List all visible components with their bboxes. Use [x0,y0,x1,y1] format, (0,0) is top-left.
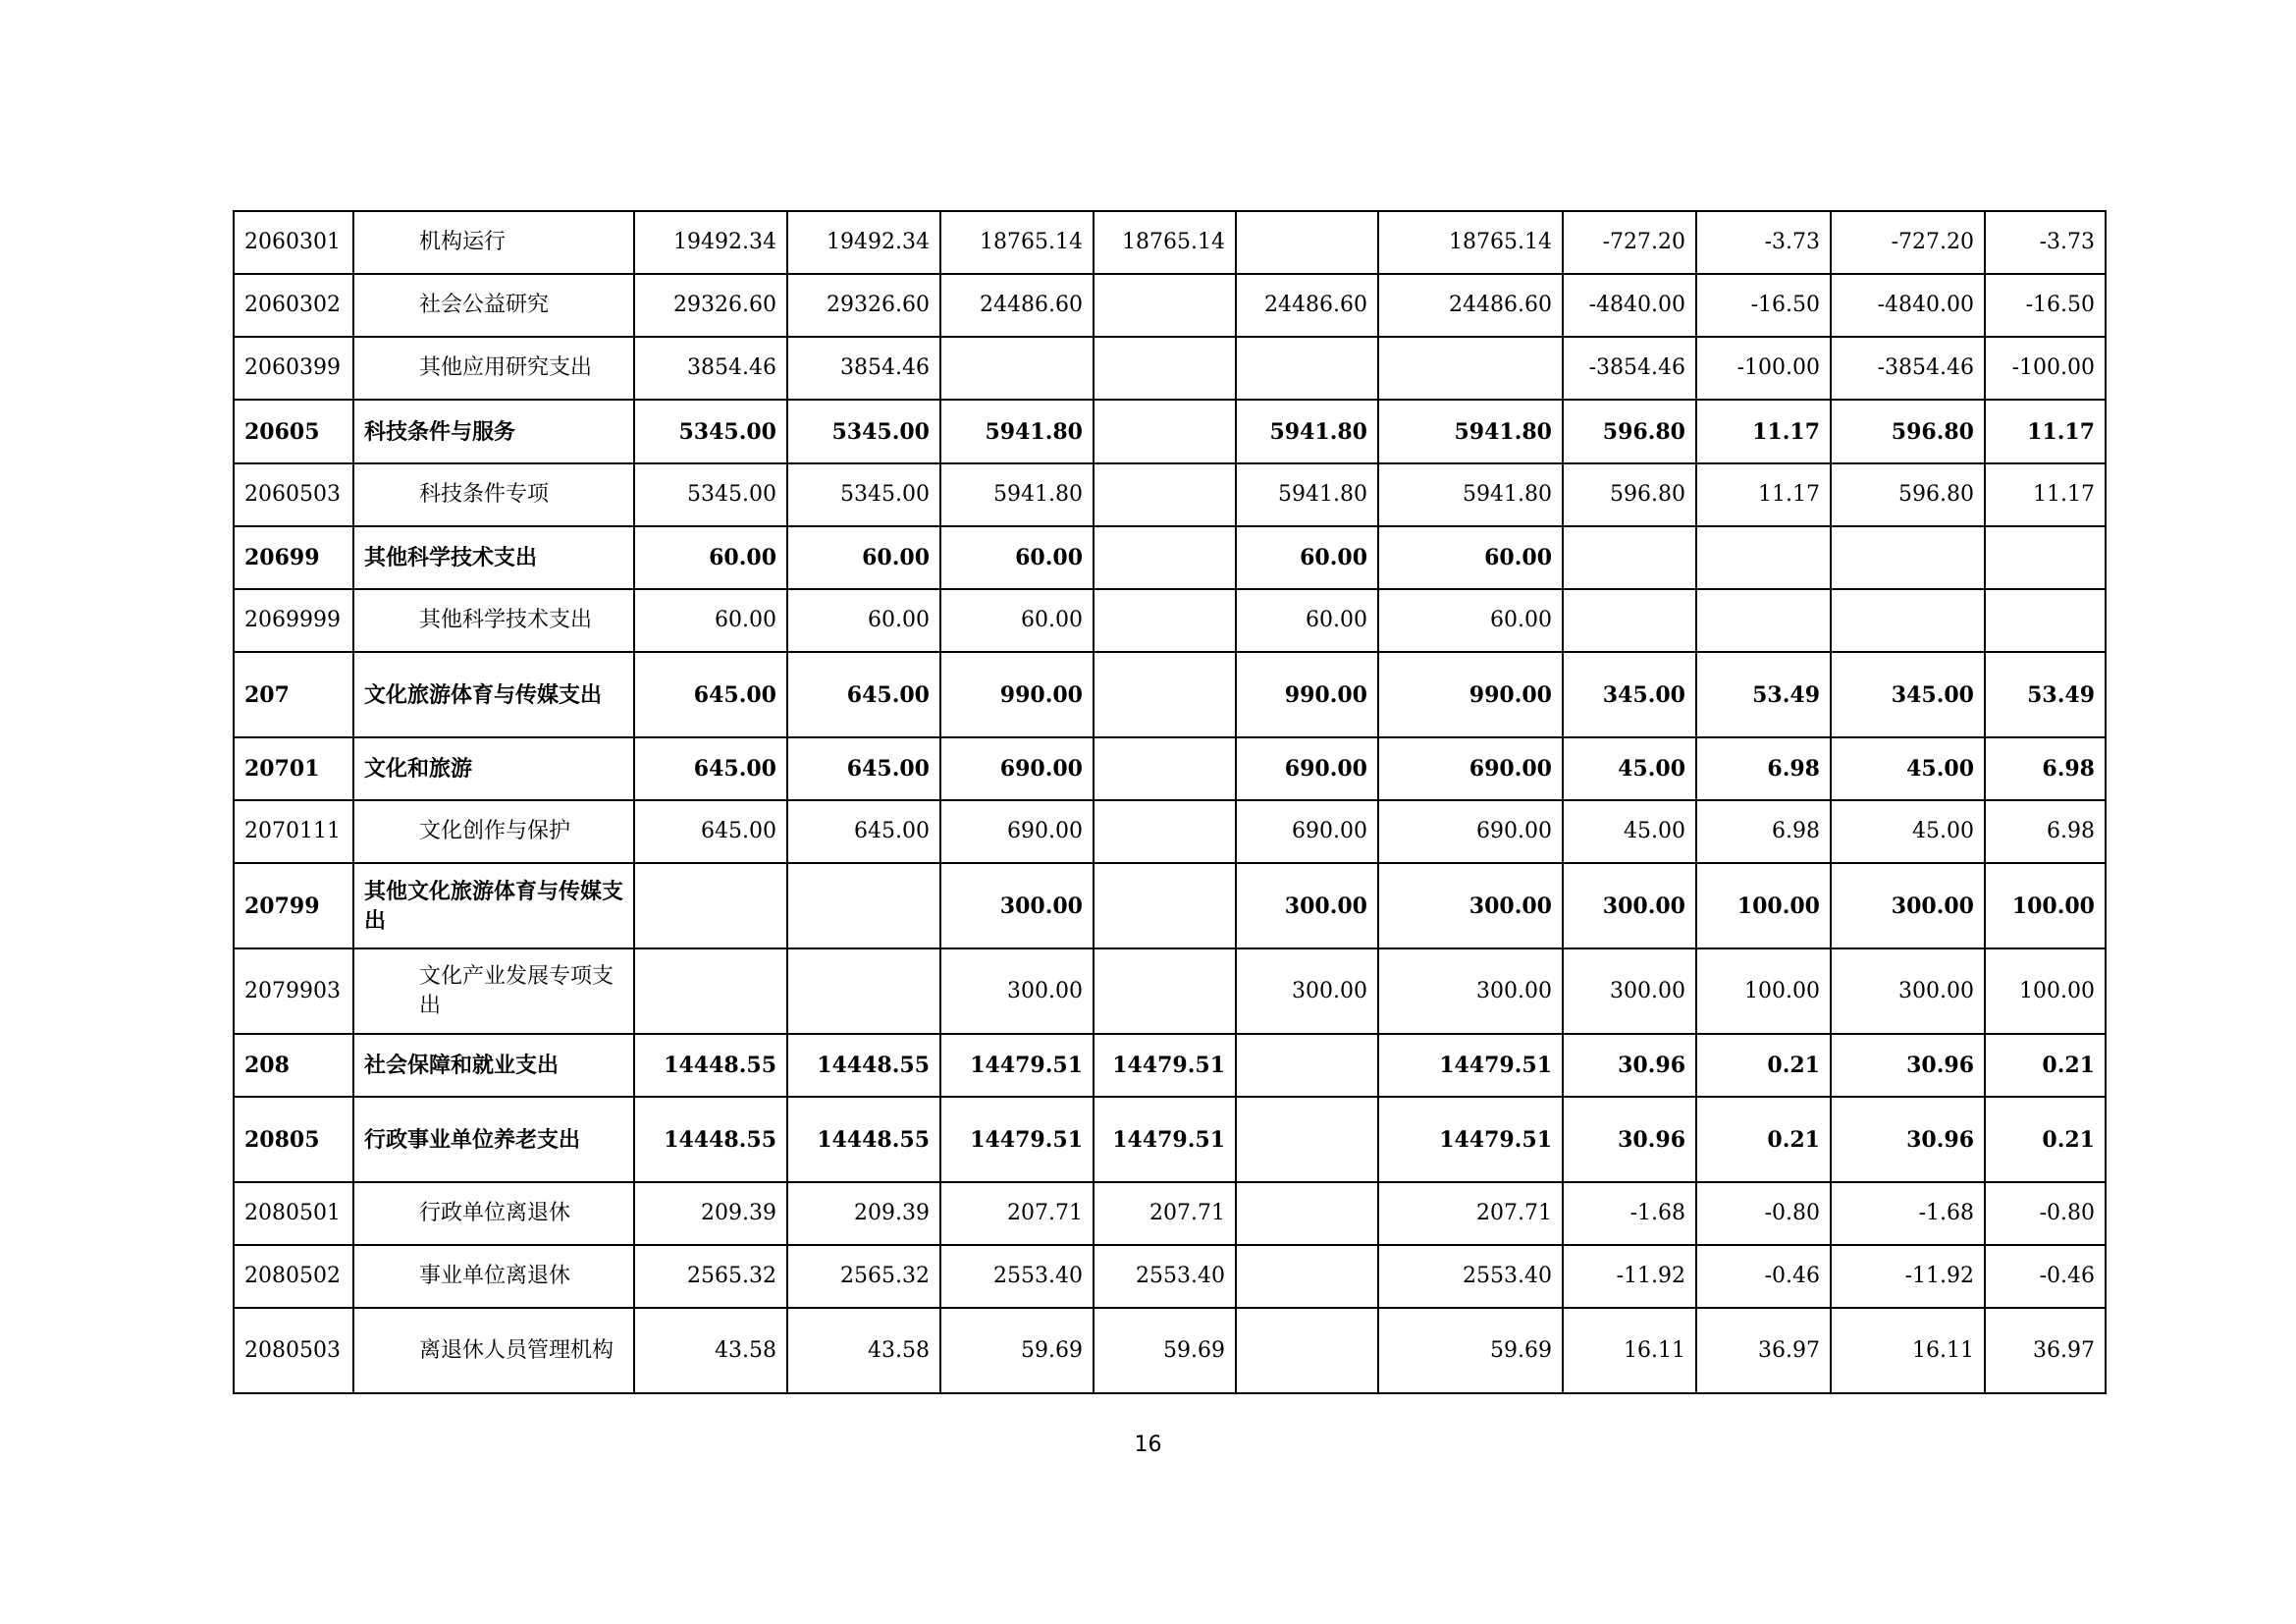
table-row [234,274,2106,337]
row-value-col-4: 18765.14 [1094,211,1236,274]
row-value-col-5: 300.00 [1236,948,1378,1034]
row-value-col-10: 100.00 [1985,948,2106,1034]
row-value-col-6: 14479.51 [1378,1097,1563,1182]
row-value-col-8: 11.17 [1696,463,1831,526]
row-value-col-3: 14479.51 [940,1097,1094,1182]
row-value-col-10 [1985,589,2106,652]
row-value-col-10: 6.98 [1985,737,2106,800]
table-row [234,1182,2106,1245]
row-value-col-4 [1094,652,1236,737]
row-value-col-6: 690.00 [1378,800,1563,863]
row-name: 离退休人员管理机构 [353,1308,634,1393]
row-value-col-4: 14479.51 [1094,1034,1236,1097]
row-value-col-7: -4840.00 [1563,274,1696,337]
table-row [234,800,2106,863]
row-value-col-9: -1.68 [1831,1182,1985,1245]
row-value-col-6: 60.00 [1378,526,1563,589]
row-value-col-9: 30.96 [1831,1034,1985,1097]
budget-table [233,210,2107,1394]
row-value-col-5: 990.00 [1236,652,1378,737]
row-value-col-1: 19492.34 [634,211,787,274]
row-value-col-8: 0.21 [1696,1034,1831,1097]
row-value-col-2: 209.39 [787,1182,940,1245]
row-value-col-5 [1236,1097,1378,1182]
row-value-col-6: 690.00 [1378,737,1563,800]
row-value-col-9: 300.00 [1831,948,1985,1034]
table-row [234,948,2106,1034]
row-value-col-5: 690.00 [1236,800,1378,863]
row-value-col-2: 14448.55 [787,1034,940,1097]
row-value-col-7: 300.00 [1563,948,1696,1034]
row-value-col-10: 0.21 [1985,1097,2106,1182]
row-value-col-3: 60.00 [940,526,1094,589]
row-value-col-3: 14479.51 [940,1034,1094,1097]
row-value-col-2: 19492.34 [787,211,940,274]
row-name: 科技条件专项 [353,463,634,526]
row-name: 其他应用研究支出 [353,337,634,400]
table-row [234,463,2106,526]
row-value-col-4: 207.71 [1094,1182,1236,1245]
row-value-col-1: 60.00 [634,526,787,589]
row-value-col-3 [940,337,1094,400]
row-value-col-7 [1563,526,1696,589]
row-value-col-2: 5345.00 [787,400,940,463]
row-code: 2080501 [234,1182,353,1245]
table-row [234,1245,2106,1308]
row-value-col-3: 2553.40 [940,1245,1094,1308]
row-value-col-5: 60.00 [1236,589,1378,652]
row-value-col-10: 36.97 [1985,1308,2106,1393]
row-value-col-10: -16.50 [1985,274,2106,337]
row-value-col-7: 300.00 [1563,863,1696,948]
row-value-col-1: 5345.00 [634,463,787,526]
row-value-col-1: 14448.55 [634,1034,787,1097]
row-value-col-10: 11.17 [1985,400,2106,463]
row-value-col-9: 16.11 [1831,1308,1985,1393]
row-value-col-5: 60.00 [1236,526,1378,589]
row-code: 2080502 [234,1245,353,1308]
row-value-col-8: 36.97 [1696,1308,1831,1393]
row-value-col-10: -0.46 [1985,1245,2106,1308]
row-value-col-1: 2565.32 [634,1245,787,1308]
row-value-col-5: 24486.60 [1236,274,1378,337]
row-value-col-9: 300.00 [1831,863,1985,948]
row-value-col-2: 2565.32 [787,1245,940,1308]
row-code: 20805 [234,1097,353,1182]
row-value-col-7: -1.68 [1563,1182,1696,1245]
row-value-col-6: 14479.51 [1378,1034,1563,1097]
row-value-col-2: 60.00 [787,589,940,652]
row-value-col-8: 11.17 [1696,400,1831,463]
row-value-col-6: 24486.60 [1378,274,1563,337]
table-row [234,863,2106,948]
row-code: 2079903 [234,948,353,1034]
row-value-col-1: 645.00 [634,737,787,800]
row-value-col-5 [1236,1182,1378,1245]
table-row [234,211,2106,274]
row-value-col-2: 645.00 [787,652,940,737]
row-code: 2080503 [234,1308,353,1393]
row-value-col-5 [1236,337,1378,400]
row-value-col-4: 59.69 [1094,1308,1236,1393]
row-value-col-6 [1378,337,1563,400]
row-value-col-7: 596.80 [1563,400,1696,463]
row-value-col-6: 18765.14 [1378,211,1563,274]
row-value-col-9: -3854.46 [1831,337,1985,400]
row-value-col-8 [1696,526,1831,589]
row-value-col-4 [1094,400,1236,463]
row-value-col-4 [1094,948,1236,1034]
table-row [234,589,2106,652]
row-value-col-3: 60.00 [940,589,1094,652]
table-row [234,737,2106,800]
row-value-col-9: -11.92 [1831,1245,1985,1308]
row-code: 207 [234,652,353,737]
row-value-col-4 [1094,863,1236,948]
row-value-col-7: -11.92 [1563,1245,1696,1308]
row-value-col-2: 645.00 [787,800,940,863]
row-name: 文化创作与保护 [353,800,634,863]
row-value-col-8: 0.21 [1696,1097,1831,1182]
row-name: 科技条件与服务 [353,400,634,463]
row-code: 2060503 [234,463,353,526]
row-value-col-8: 6.98 [1696,800,1831,863]
row-value-col-9: 30.96 [1831,1097,1985,1182]
row-value-col-3: 207.71 [940,1182,1094,1245]
row-value-col-9: 596.80 [1831,400,1985,463]
row-value-col-8: -0.80 [1696,1182,1831,1245]
row-value-col-2: 14448.55 [787,1097,940,1182]
table-row [234,1034,2106,1097]
row-value-col-3: 690.00 [940,800,1094,863]
table-row [234,652,2106,737]
row-value-col-9: -727.20 [1831,211,1985,274]
row-value-col-10 [1985,526,2106,589]
row-name: 社会公益研究 [353,274,634,337]
row-value-col-8 [1696,589,1831,652]
row-name: 行政事业单位养老支出 [353,1097,634,1182]
table-row [234,1097,2106,1182]
row-code: 20701 [234,737,353,800]
row-value-col-2 [787,863,940,948]
row-value-col-1: 5345.00 [634,400,787,463]
row-value-col-6: 5941.80 [1378,463,1563,526]
row-value-col-4: 14479.51 [1094,1097,1236,1182]
row-value-col-2: 645.00 [787,737,940,800]
row-name: 事业单位离退休 [353,1245,634,1308]
row-value-col-6: 2553.40 [1378,1245,1563,1308]
row-name: 文化和旅游 [353,737,634,800]
row-value-col-1: 645.00 [634,800,787,863]
row-value-col-2: 60.00 [787,526,940,589]
row-value-col-10: 0.21 [1985,1034,2106,1097]
row-value-col-7: -3854.46 [1563,337,1696,400]
row-value-col-3: 300.00 [940,948,1094,1034]
row-value-col-8: 100.00 [1696,863,1831,948]
row-name: 行政单位离退休 [353,1182,634,1245]
row-value-col-8: 6.98 [1696,737,1831,800]
row-value-col-6: 990.00 [1378,652,1563,737]
row-value-col-7: 45.00 [1563,737,1696,800]
row-code: 2060301 [234,211,353,274]
row-value-col-1 [634,863,787,948]
row-value-col-10: -0.80 [1985,1182,2106,1245]
row-value-col-10: -3.73 [1985,211,2106,274]
row-value-col-3: 690.00 [940,737,1094,800]
row-value-col-5 [1236,1034,1378,1097]
row-value-col-10: 6.98 [1985,800,2106,863]
row-code: 20605 [234,400,353,463]
row-value-col-5 [1236,211,1378,274]
row-value-col-9: 45.00 [1831,737,1985,800]
row-value-col-7 [1563,589,1696,652]
row-value-col-1: 3854.46 [634,337,787,400]
row-code: 20699 [234,526,353,589]
row-name: 社会保障和就业支出 [353,1034,634,1097]
row-value-col-7: 30.96 [1563,1097,1696,1182]
row-value-col-8: -3.73 [1696,211,1831,274]
row-code: 2070111 [234,800,353,863]
row-value-col-6: 5941.80 [1378,400,1563,463]
row-value-col-8: 53.49 [1696,652,1831,737]
row-value-col-3: 300.00 [940,863,1094,948]
row-value-col-8: -100.00 [1696,337,1831,400]
row-value-col-3: 990.00 [940,652,1094,737]
row-value-col-6: 207.71 [1378,1182,1563,1245]
table-body [234,211,2106,1393]
row-value-col-2: 3854.46 [787,337,940,400]
row-value-col-6: 300.00 [1378,863,1563,948]
row-value-col-1: 209.39 [634,1182,787,1245]
row-value-col-10: 100.00 [1985,863,2106,948]
row-value-col-1: 43.58 [634,1308,787,1393]
row-value-col-1 [634,948,787,1034]
row-value-col-5 [1236,1245,1378,1308]
row-value-col-5: 5941.80 [1236,400,1378,463]
row-name: 文化旅游体育与传媒支出 [353,652,634,737]
row-value-col-8: 100.00 [1696,948,1831,1034]
page-number: 16 [1134,1433,1162,1457]
row-value-col-2 [787,948,940,1034]
table-row [234,526,2106,589]
row-value-col-3: 5941.80 [940,400,1094,463]
row-value-col-6: 59.69 [1378,1308,1563,1393]
row-name: 文化产业发展专项支出 [353,948,634,1034]
row-value-col-4 [1094,274,1236,337]
row-value-col-3: 18765.14 [940,211,1094,274]
row-value-col-4 [1094,737,1236,800]
row-value-col-8: -16.50 [1696,274,1831,337]
row-value-col-7: 45.00 [1563,800,1696,863]
row-value-col-6: 300.00 [1378,948,1563,1034]
row-value-col-9 [1831,526,1985,589]
row-value-col-7: 16.11 [1563,1308,1696,1393]
row-value-col-9: 45.00 [1831,800,1985,863]
row-value-col-4 [1094,463,1236,526]
row-value-col-5: 5941.80 [1236,463,1378,526]
row-value-col-4 [1094,800,1236,863]
row-value-col-4 [1094,526,1236,589]
table-row [234,400,2106,463]
row-name: 机构运行 [353,211,634,274]
row-value-col-9 [1831,589,1985,652]
row-value-col-4: 2553.40 [1094,1245,1236,1308]
row-value-col-1: 14448.55 [634,1097,787,1182]
row-value-col-3: 59.69 [940,1308,1094,1393]
row-name: 其他文化旅游体育与传媒支出 [353,863,634,948]
row-value-col-7: 596.80 [1563,463,1696,526]
row-value-col-3: 24486.60 [940,274,1094,337]
row-value-col-10: -100.00 [1985,337,2106,400]
table-row [234,337,2106,400]
row-value-col-5: 690.00 [1236,737,1378,800]
row-code: 2060399 [234,337,353,400]
row-value-col-4 [1094,589,1236,652]
row-name: 其他科学技术支出 [353,589,634,652]
row-value-col-6: 60.00 [1378,589,1563,652]
row-value-col-7: -727.20 [1563,211,1696,274]
row-value-col-3: 5941.80 [940,463,1094,526]
row-value-col-2: 43.58 [787,1308,940,1393]
row-value-col-9: 345.00 [1831,652,1985,737]
row-value-col-1: 29326.60 [634,274,787,337]
row-name: 其他科学技术支出 [353,526,634,589]
table-row [234,1308,2106,1393]
row-value-col-9: 596.80 [1831,463,1985,526]
row-value-col-1: 645.00 [634,652,787,737]
row-value-col-10: 11.17 [1985,463,2106,526]
row-code: 20799 [234,863,353,948]
row-value-col-8: -0.46 [1696,1245,1831,1308]
row-value-col-4 [1094,337,1236,400]
row-value-col-5 [1236,1308,1378,1393]
row-value-col-1: 60.00 [634,589,787,652]
row-value-col-5: 300.00 [1236,863,1378,948]
row-value-col-7: 345.00 [1563,652,1696,737]
row-code: 2069999 [234,589,353,652]
row-value-col-2: 5345.00 [787,463,940,526]
row-value-col-10: 53.49 [1985,652,2106,737]
row-value-col-2: 29326.60 [787,274,940,337]
row-code: 208 [234,1034,353,1097]
row-value-col-7: 30.96 [1563,1034,1696,1097]
row-value-col-9: -4840.00 [1831,274,1985,337]
row-code: 2060302 [234,274,353,337]
